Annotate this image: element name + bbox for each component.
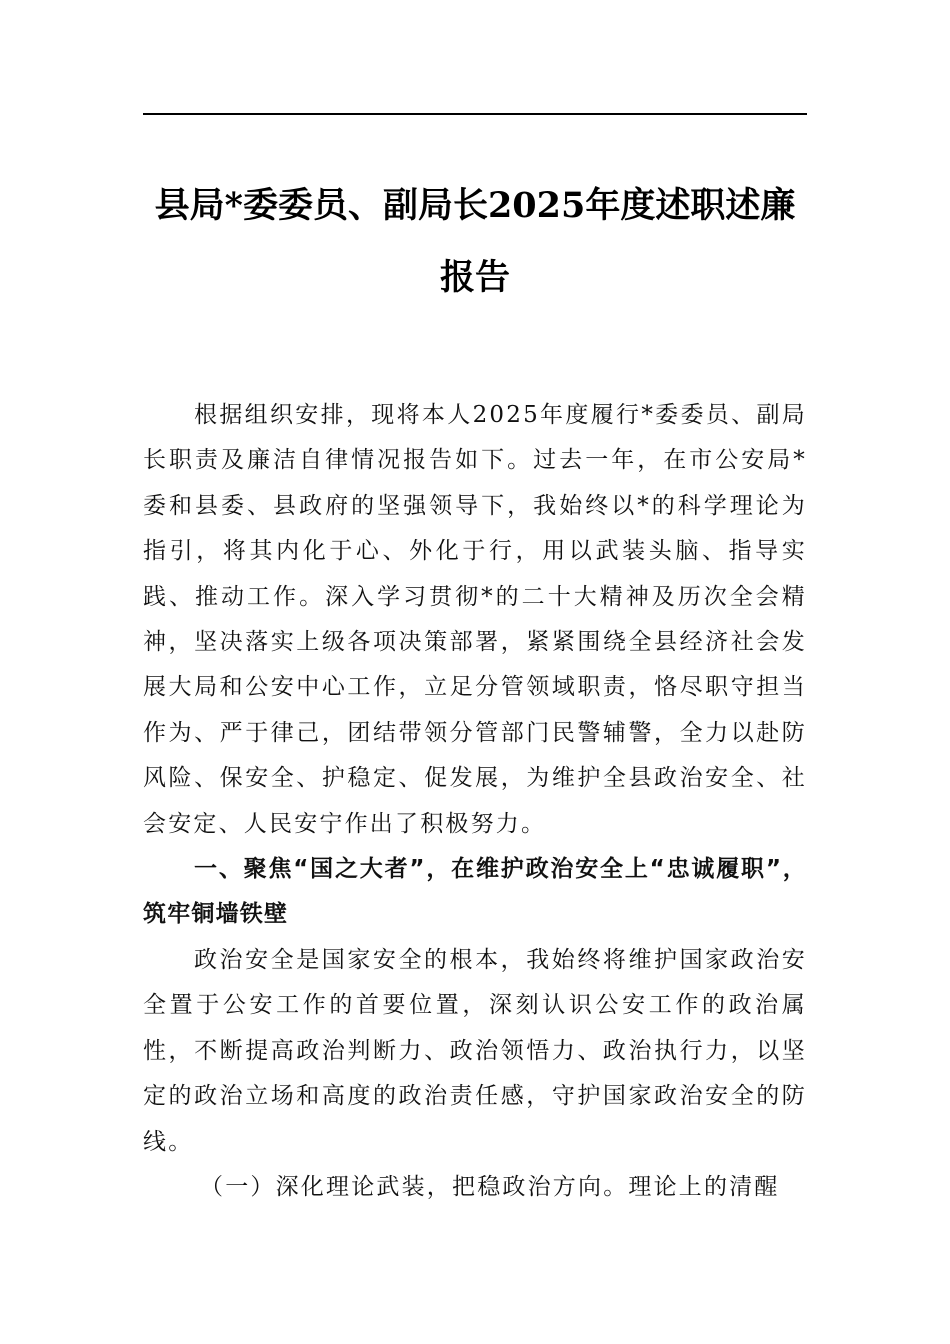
header-rule xyxy=(143,113,807,115)
section-1-paragraph: 政治安全是国家安全的根本，我始终将维护国家政治安全置于公安工作的首要位置，深刻认识公安工作的政治属性，不断提高政治判断力、政治领悟力、政治执行力，以坚定的政治立场和高度的政治责任感，守护国家政治安全的防线。 xyxy=(143,946,807,1155)
subsection-heading-1: （一）深化理论武装，把稳政治方向。理论上的清醒 xyxy=(200,1173,780,1200)
document-body xyxy=(143,393,807,1210)
intro-paragraph: 根据组织安排，现将本人2025年度履行*委委员、副局长职责及廉洁自律情况报告如下。过去一年，在市公安局*委和县委、县政府的坚强领导下，我始终以*的科学理论为指引，将其内化于心、外化于行，用以武装头脑、指导实践、推动工作。深入学习贯彻*的二十大精神及历次全会精神，坚决落实上级各项决策部署，紧紧围绕全县经济社会发展大局和公安中心工作，立足分管领域职责，恪尽职守担当作为、严于律己，团结带领分管部门民警辅警，全力以赴防风险、保安全、护稳定、促发展，为维护全县政治安全、社会安定、人民安宁作出了积极努力。 xyxy=(143,402,807,837)
section-heading-1: 一、聚焦“国之大者”，在维护政治安全上“忠诚履职”，筑牢铜墙铁壁 xyxy=(143,856,807,928)
document-title: 县局*委委员、副局长2025年度述职述廉报告 xyxy=(154,185,796,298)
